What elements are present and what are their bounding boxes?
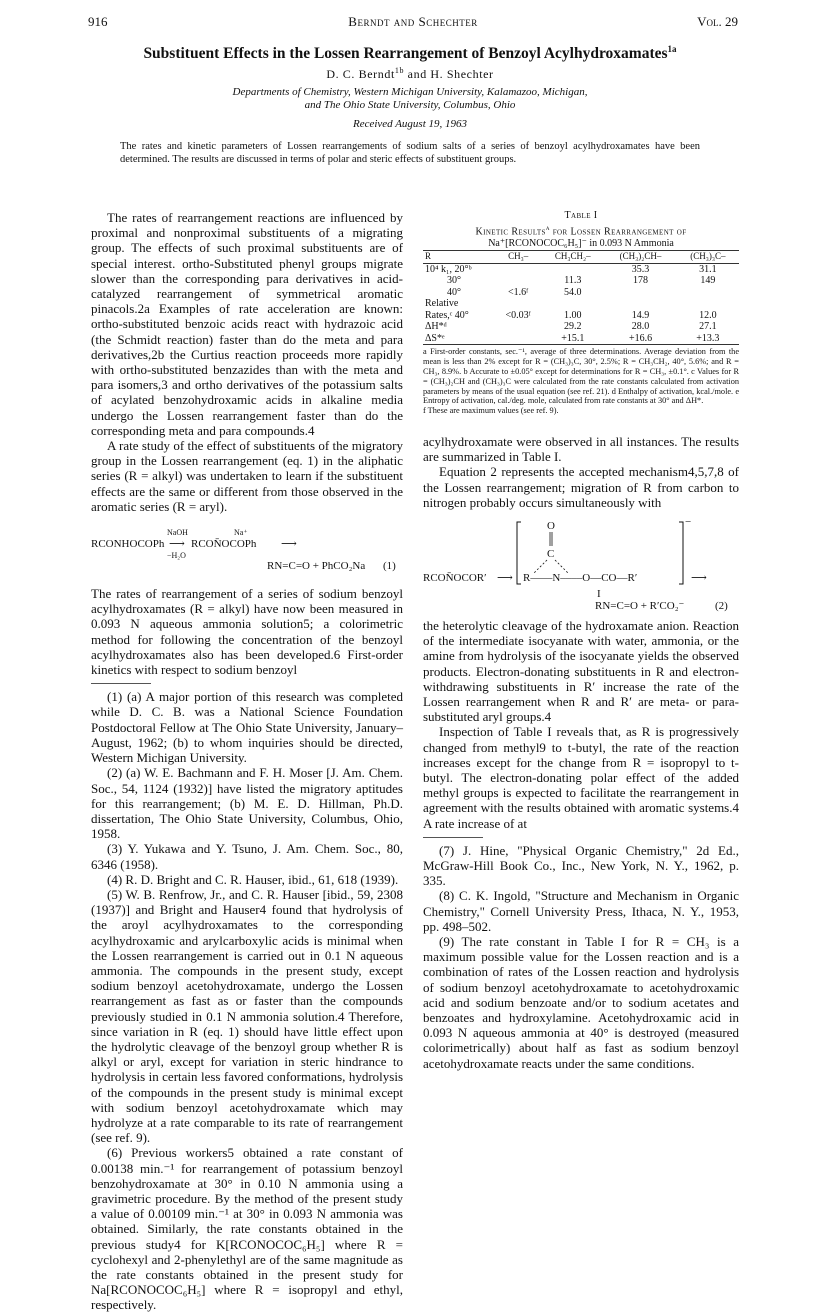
table-cell: 35.3 bbox=[631, 263, 650, 275]
eq2-label: I bbox=[597, 587, 601, 600]
table-row bbox=[423, 275, 739, 287]
table-caption-text-2: for Lossen Rearrangement of bbox=[549, 226, 687, 238]
abstract: The rates and kinetic parameters of Lossen rearrangements of sodium salts of a series of benzoyl acylhydroxamates have been determined. The results are discussed in terms of polar and steric effects of substituent groups. bbox=[120, 141, 700, 165]
eq1-reactant: RCONHOCOPh bbox=[91, 538, 165, 551]
row-label: ΔH*ᵈ bbox=[425, 321, 447, 333]
header-isopropyl: (CH₃)₂CH– bbox=[604, 251, 676, 264]
eq2-arrow-2: ⟶ bbox=[691, 571, 707, 584]
eq1-sodium-ion: Na⁺ bbox=[234, 528, 248, 538]
table-note-f: f These are maximum values (see ref. 9). bbox=[423, 406, 559, 416]
table-cell bbox=[495, 298, 541, 310]
affiliation bbox=[40, 86, 780, 112]
row-label: 10⁴ k₁, 20°ᵇ bbox=[425, 263, 472, 275]
row-label: 40° bbox=[447, 286, 461, 298]
eq2-oxygen: O bbox=[547, 519, 555, 532]
eq2-products: RN=C=O + R′CO₂⁻ bbox=[595, 599, 685, 612]
table-cell: 28.0 bbox=[631, 321, 650, 333]
cleavage-paragraph: the heterolytic cleavage of the hydroxamate anion. Reaction of the intermediate isocyanate with water, ammonia, or the amine from hydrolysis of the isocyanate yields the observed products. Electron-donating substituents in R and electron-withdrawing substituents in R′ increase the rate of the Lossen rearrangement when R and R′ are meta- or para-substituted aryl groups.4 bbox=[423, 617, 739, 725]
footnote-3: (3) Y. Yukawa and Y. Tsuno, J. Am. Chem. Soc., 80, 6346 (1958). bbox=[91, 841, 403, 872]
article-title bbox=[40, 44, 780, 63]
eq1-reagent-bottom: −H₂O bbox=[167, 551, 186, 561]
author-footnote-mark: 1b bbox=[394, 66, 405, 75]
rate-study-paragraph: A rate study of the effect of substituents of the migratory group in the Lossen rearrangement (eq. 1) in the aliphatic series (R = alkyl) was undertaken to learn if the substituent effects are the same or different from those observed in the aromatic series (R = aryl). bbox=[91, 438, 403, 514]
table-label: Table I bbox=[564, 210, 598, 221]
table-cell bbox=[677, 287, 739, 299]
eq2-charge: − bbox=[685, 515, 692, 528]
table-cell bbox=[604, 287, 676, 299]
header-ethyl: CH₃CH₂– bbox=[541, 251, 604, 264]
table-row bbox=[423, 263, 739, 275]
kinetic-results-table bbox=[423, 250, 739, 345]
footnote-4: (4) R. D. Bright and C. R. Hauser, ibid., 61, 618 (1939). bbox=[107, 871, 399, 887]
row-label: ΔS*ᵉ bbox=[423, 333, 495, 345]
mechanism-paragraph: Equation 2 represents the accepted mechanism4,5,7,8 of the Lossen rearrangement; migration of R from carbon to nitrogen probably occurs simultaneously with bbox=[423, 464, 739, 510]
row-label: Rates,ᶜ 40° bbox=[425, 309, 469, 321]
footnote-6: (6) Previous workers5 obtained a rate constant of 0.00138 min.⁻¹ for rearrangement of potassium benzoyl benzohydroxamate at 30° in 0.10 N ammonia using a gravimetric procedure. By the method of the present study a value of 0.00109 min.⁻¹ at 30° in 0.093 N ammonia was obtained. Similarly, the rate constants obtained in the previous study4 for K[RCONOCOC₆H₅] where R = cyclohexyl and 2-phenylethyl are of the same magnitude as the rate constants obtained in the present study for Na[RCONOCOC₆H₅] where R = isopropyl and ethyl, respectively. bbox=[91, 1145, 403, 1313]
table-cell: 12.0 bbox=[699, 309, 717, 321]
eq1-products: RN=C=O + PhCO₂Na bbox=[267, 560, 366, 573]
footnote-5: (5) W. B. Renfrow, Jr., and C. R. Hauser [ibid., 59, 2308 (1937)] and Bright and Hauser4 found that hydrolysis of the aroyl acylhydroxamates to the corresponding acylhydroxamic and arylcarboxylic acids is minimal when the Lossen rearrangement is carried out in 0.1 N aqueous ammonia. The compounds in the present study, except sodium benzoyl acetohydroxamate, undergo the Lossen rearrangement as fast as or faster than the compounds previously studied in 0.1 N ammonia solution.4 Therefore, since variation in R (eq. 1) should have little effect upon the hydrolytic cleavage of the benzoyl group whether R is alkyl or aryl, except for variation in steric hindrance to hydrolysis in certain less favored conformations, hydrolysis of the compounds in the present study is minimal except with sodium benzoyl acetohydroxamate which may hydrolyze at a rate comparable to its rate of rearrangement (see ref. 9). bbox=[91, 886, 403, 1146]
authors bbox=[40, 66, 780, 82]
eq1-arrow-2: ⟶ bbox=[281, 538, 297, 551]
table-note-main: a First-order constants, sec.⁻¹, average of three determinations. Average deviation from the mean is less than 2% except for R = (CH₃)₃C, 30°, 2.5%; R = CH₃CH₂, 40°, 5.6%; and R = CH₃, 8.9%. b Accurate to ±0.05° except for determinations for R = CH₃, ±0.1°. c Values for R = (CH₃)₂CH and (CH₃)₃C were calculated from the rate constants calculated from activation parameters by means of the usual equation (see ref. 21). d Enthalpy of activation, kcal./mole. e Entropy of activation, cal./deg. mole, calculated from rate constants at 30° and ΔH*. bbox=[423, 347, 739, 406]
equation-2 bbox=[423, 516, 739, 612]
table-1-caption bbox=[423, 210, 739, 250]
header-methyl: CH₃– bbox=[495, 251, 541, 264]
affiliation-line-2: and The Ohio State University, Columbus, Ohio bbox=[304, 99, 516, 111]
table-cell bbox=[495, 263, 541, 275]
row-label: 30° bbox=[447, 275, 461, 287]
page-number: 916 bbox=[88, 14, 108, 29]
table-row bbox=[423, 298, 739, 310]
table-cell bbox=[677, 298, 739, 310]
equation-1 bbox=[91, 524, 403, 576]
volume-label: Vol. 29 bbox=[697, 14, 738, 29]
footnote-2: (2) (a) W. E. Bachmann and F. H. Moser [J. Am. Chem. Soc., 54, 1124 (1932)] have listed the migratory aptitudes for this rearrangement; (b) M. E. D. Hillman, Ph.D. dissertation, The Ohio State University, Columbus, Ohio, 1958. bbox=[91, 765, 403, 842]
header-r: R bbox=[423, 251, 495, 264]
table-caption-line-2: Na⁺[RCONOCOC₆H₅]⁻ in 0.093 N Ammonia bbox=[488, 238, 674, 250]
table-cell: 178 bbox=[633, 275, 648, 287]
eq1-number: (1) bbox=[383, 560, 396, 573]
table-row bbox=[423, 333, 739, 345]
table-cell bbox=[604, 298, 676, 310]
table-cell: 14.9 bbox=[631, 309, 650, 321]
table-cell: 11.3 bbox=[564, 275, 582, 287]
table-notes bbox=[423, 347, 739, 416]
footnotes-left bbox=[91, 689, 403, 1312]
results-paragraph: acylhydroxamate were observed in all instances. The results are summarized in Table I. bbox=[423, 433, 739, 465]
eq1-arrow: ⟶ bbox=[169, 538, 185, 551]
footnote-9: (9) The rate constant in Table I for R = CH₃ is a maximum possible value for the Lossen reaction and is a combination of rates of the Lossen reaction and hydrolysis of sodium benzoyl acetohydroxamate to acetohydroxamic acid and sodium benzoate and/or to sodium acetates and benzoates and hydroxylamine. Acetohydroxamic acid in 0.093 N aqueous ammonia at 40° is destroyed (measured colorimetrically) about half as fast as sodium benzoyl acetohydroxamate reacts under the same conditions. bbox=[423, 933, 739, 1071]
right-column bbox=[423, 210, 739, 1071]
table-caption-mark: a bbox=[545, 224, 550, 232]
table-cell: <0.03ᶠ bbox=[505, 309, 531, 321]
author-2: and H. Shechter bbox=[404, 67, 494, 81]
eq2-transition-state: R––––N––––O—CO—R′ bbox=[523, 571, 638, 584]
table-cell: 27.1 bbox=[699, 321, 717, 333]
intro-paragraph: The rates of rearrangement reactions are influenced by proximal and nonproximal substituents of a migrating group. The effects of such proximal substituents are of special interest. ortho-Substituted phenyl groups migrate slower than the corresponding para derivatives in acid-catalyzed rearrangement of symmetrical aromatic pinacols.2a Examples of rate acceleration are known: ortho-substituted benzoic acids react with hydrazoic acid (the Schmidt reaction) faster than do the meta and para derivatives,2b the Curtius reaction proceeds more rapidly with ortho-substituted benzazides than with the meta and para isomers,3 and ortho derivatives of the potassium salts of acylated benzohydroxamic acids in alkaline media undergo the Lossen rearrangement faster than do the corresponding meta and para compounds.4 bbox=[91, 210, 403, 438]
footnote-rule bbox=[91, 683, 151, 684]
table-header-row bbox=[423, 251, 739, 264]
table-cell: 1.00 bbox=[564, 309, 582, 321]
eq1-intermediate: RCON̄OCOPh bbox=[191, 538, 257, 551]
table-cell: <1.6ᶠ bbox=[508, 286, 529, 298]
running-title: Berndt and Schechter bbox=[348, 14, 478, 29]
table-caption-text-1: Kinetic Results bbox=[475, 226, 546, 238]
row-label: Relative bbox=[425, 298, 459, 310]
table-cell: +15.1 bbox=[541, 333, 604, 345]
title-footnote-mark: 1a bbox=[667, 44, 677, 54]
running-header bbox=[88, 14, 738, 30]
table-cell: +16.6 bbox=[604, 333, 676, 345]
eq2-arrow: ⟶ bbox=[497, 571, 513, 584]
table-cell bbox=[495, 333, 541, 345]
affiliation-line-1: Departments of Chemistry, Western Michigan University, Kalamazoo, Michigan, bbox=[232, 86, 588, 98]
author-1: D. C. Berndt bbox=[326, 67, 395, 81]
table-cell bbox=[495, 275, 541, 287]
table-cell: 31.1 bbox=[699, 263, 717, 275]
table-cell bbox=[495, 321, 541, 333]
measurement-paragraph: The rates of rearrangement of a series of sodium benzoyl acylhydroxamates (R = alkyl) have now been measured in 0.093 N aqueous ammonia solution5; a colorimetric method for following the concentration of the benzoyl acylhydroxamates also has been developed.6 First-order kinetics with respect to sodium benzoyl bbox=[91, 586, 403, 678]
table-cell: 54.0 bbox=[564, 286, 582, 298]
table-caption-line-1 bbox=[423, 222, 739, 238]
received-date: Received August 19, 1963 bbox=[352, 118, 468, 130]
footnote-8: (8) C. K. Ingold, "Structure and Mechanism in Organic Chemistry," Cornell University Press, Ithaca, N. Y., 1953, pp. 498–502. bbox=[423, 888, 739, 934]
table-cell bbox=[541, 298, 604, 310]
inspection-paragraph: Inspection of Table I reveals that, as R is progressively changed from methyl9 to t-butyl, the rate of the reaction increases except for the change from R = isopropyl to t-butyl. The electron-donating polar effect of the added methyl groups is expected to facilitate the rearrangement in agreement with the results obtained with aromatic systems.4 A rate increase of at bbox=[423, 724, 739, 831]
eq2-number: (2) bbox=[715, 599, 728, 612]
eq1-reagent-top: NaOH bbox=[167, 528, 188, 538]
header-tbutyl: (CH₃)₃C– bbox=[677, 251, 739, 264]
table-row bbox=[423, 287, 739, 299]
footnote-rule-right bbox=[423, 837, 483, 838]
footnote-7: (7) J. Hine, "Physical Organic Chemistry," 2d Ed., McGraw-Hill Book Co., Inc., New York, N. Y., 1962, p. 335. bbox=[423, 842, 739, 889]
eq2-reactant: RCON̄OCOR′ bbox=[423, 571, 487, 584]
left-column bbox=[91, 210, 403, 1313]
table-row bbox=[423, 321, 739, 333]
table-cell: 29.2 bbox=[564, 321, 582, 333]
eq2-carbon: C bbox=[547, 547, 555, 560]
table-row bbox=[423, 310, 739, 322]
table-cell: 149 bbox=[700, 275, 716, 287]
eq2-bracket-drawing bbox=[423, 516, 739, 612]
table-cell bbox=[541, 263, 604, 275]
article-title-text: Substituent Effects in the Lossen Rearrangement of Benzoyl Acylhydroxamates bbox=[143, 45, 668, 63]
table-cell: +13.3 bbox=[677, 333, 739, 345]
footnotes-right bbox=[423, 843, 739, 1071]
footnote-1: (1) (a) A major portion of this research was completed while D. C. B. was a National Science Foundation Postdoctoral Fellow at The Ohio State University, January–August, 1962; (b) to whom inquiries should be directed, Western Michigan University. bbox=[91, 689, 403, 766]
